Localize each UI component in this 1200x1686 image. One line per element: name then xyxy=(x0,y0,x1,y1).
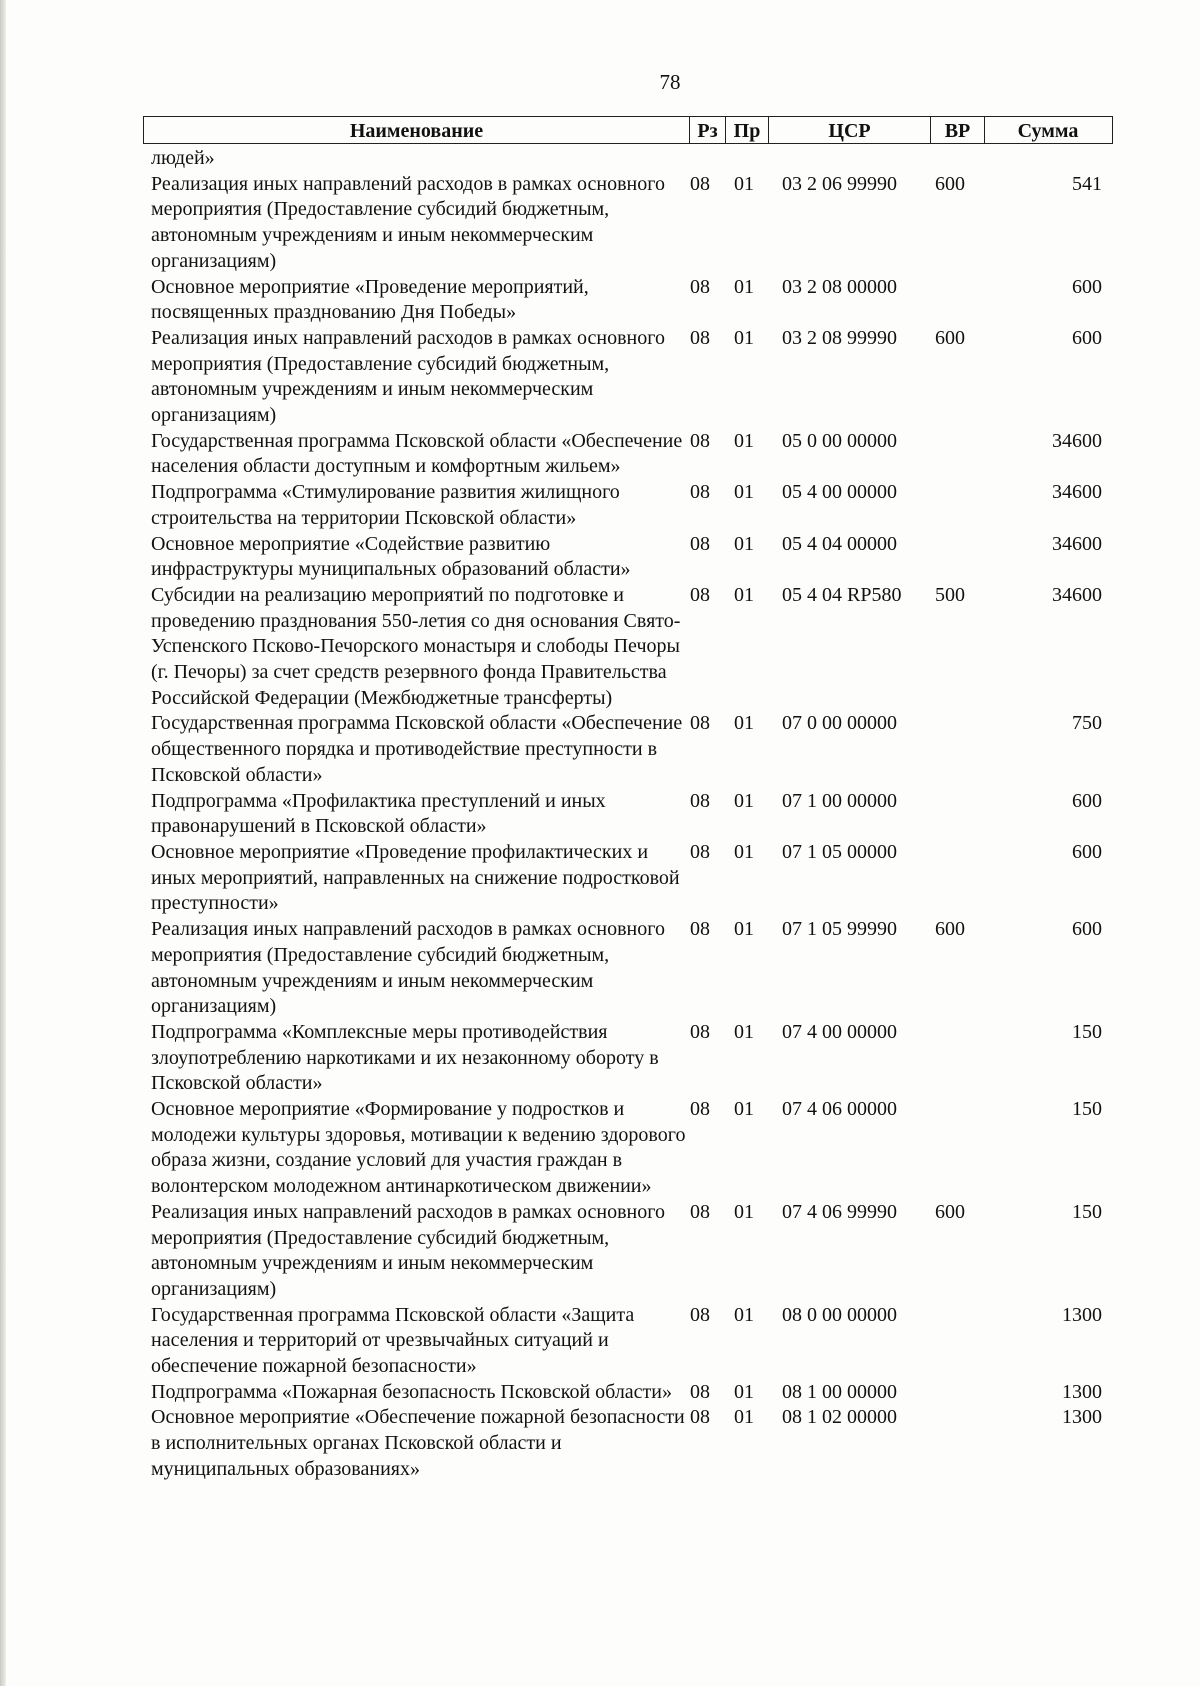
cell-sum: 600 xyxy=(1072,275,1102,298)
cell-csr: 05 4 04 00000 xyxy=(782,532,897,555)
cell-vr xyxy=(935,1380,991,1406)
table-row xyxy=(151,326,1111,429)
table-row xyxy=(151,532,1111,583)
cell-pr xyxy=(734,146,782,172)
cell-pr: 01 xyxy=(734,429,754,452)
cell-pr: 01 xyxy=(734,1303,754,1326)
table-body xyxy=(151,146,1111,1483)
cell-csr: 05 4 04 RP580 xyxy=(782,583,902,606)
cell-name: Государственная программа Псковской области «Защита населения и территорий от чрезвычайных ситуаций и обеспечение пожарной безопасности» xyxy=(151,1303,635,1378)
table-row xyxy=(151,172,1111,275)
cell-vr xyxy=(935,480,991,531)
table-row xyxy=(151,480,1111,531)
cell-pr: 01 xyxy=(734,583,754,606)
table-row xyxy=(151,1097,1111,1200)
cell-vr xyxy=(935,1405,991,1482)
cell-vr xyxy=(935,1303,991,1380)
cell-vr xyxy=(935,275,991,326)
cell-name: Основное мероприятие «Обеспечение пожарной безопасности в исполнительных органах Псковской области и муниципальных образованиях» xyxy=(151,1406,685,1480)
cell-name: Основное мероприятие «Содействие развитию инфраструктуры муниципальных образований области» xyxy=(151,532,631,581)
cell-rz xyxy=(688,146,734,172)
cell-csr: 08 1 02 00000 xyxy=(782,1406,897,1429)
header-vr: ВР xyxy=(930,117,984,143)
cell-vr: 600 xyxy=(935,326,965,349)
cell-name: Реализация иных направлений расходов в рамках основного мероприятия (Предоставление субсидий бюджетным, автономным учреждениям и иным некоммерческим организациям) xyxy=(151,326,665,427)
cell-sum: 750 xyxy=(1072,712,1102,735)
cell-rz: 08 xyxy=(690,1020,710,1043)
table-row xyxy=(151,1380,1111,1406)
cell-rz: 08 xyxy=(690,840,710,863)
cell-rz: 08 xyxy=(690,583,710,606)
table-row xyxy=(151,583,1111,712)
cell-pr: 01 xyxy=(734,326,754,349)
cell-csr: 07 1 05 00000 xyxy=(782,840,897,863)
cell-sum: 1300 xyxy=(1062,1406,1102,1429)
cell-sum: 600 xyxy=(1072,918,1102,941)
cell-sum xyxy=(991,146,1102,172)
table-row xyxy=(151,1405,1111,1482)
table-row xyxy=(151,146,1111,172)
cell-rz: 08 xyxy=(690,1098,710,1121)
cell-vr: 600 xyxy=(935,918,965,941)
cell-rz: 08 xyxy=(690,429,710,452)
cell-csr: 03 2 06 99990 xyxy=(782,172,897,195)
cell-vr xyxy=(935,1097,991,1200)
cell-name: Основное мероприятие «Проведение мероприятий, посвященных празднованию Дня Победы» xyxy=(151,275,589,324)
cell-rz: 08 xyxy=(690,1380,710,1403)
cell-vr xyxy=(935,1020,991,1097)
cell-name: Подпрограмма «Профилактика преступлений и иных правонарушений в Псковской области» xyxy=(151,789,606,838)
header-pr: Пр xyxy=(725,117,768,143)
cell-name: Основное мероприятие «Проведение профилактических и иных мероприятий, направленных на снижение подростковой преступности» xyxy=(151,840,680,915)
cell-rz: 08 xyxy=(690,789,710,812)
cell-vr xyxy=(935,146,991,172)
cell-vr xyxy=(935,532,991,583)
cell-sum: 150 xyxy=(1072,1200,1102,1223)
cell-name: Реализация иных направлений расходов в рамках основного мероприятия (Предоставление субсидий бюджетным, автономным учреждениям и иным некоммерческим организациям) xyxy=(151,172,665,272)
cell-sum: 34600 xyxy=(1052,429,1102,452)
cell-pr: 01 xyxy=(734,840,754,863)
table-header xyxy=(143,116,1113,144)
table-row xyxy=(151,917,1111,1020)
cell-vr xyxy=(935,840,991,917)
cell-csr: 07 4 06 99990 xyxy=(782,1200,897,1223)
cell-pr: 01 xyxy=(734,1406,754,1429)
cell-name: людей» xyxy=(151,147,215,169)
cell-sum: 34600 xyxy=(1052,481,1102,504)
scan-edge xyxy=(0,0,6,1686)
cell-name: Государственная программа Псковской области «Обеспечение общественного порядка и противодействие преступности в Псковской области» xyxy=(151,712,683,786)
cell-pr: 01 xyxy=(734,275,754,298)
cell-vr xyxy=(935,429,991,480)
cell-sum: 34600 xyxy=(1052,532,1102,555)
cell-csr: 08 1 00 00000 xyxy=(782,1380,897,1403)
cell-pr: 01 xyxy=(734,481,754,504)
cell-csr: 03 2 08 99990 xyxy=(782,326,897,349)
header-sum: Сумма xyxy=(984,117,1111,143)
cell-csr: 07 0 00 00000 xyxy=(782,712,897,735)
cell-csr: 05 4 00 00000 xyxy=(782,481,897,504)
cell-sum: 541 xyxy=(1072,172,1102,195)
cell-pr: 01 xyxy=(734,1200,754,1223)
cell-rz: 08 xyxy=(690,712,710,735)
cell-pr: 01 xyxy=(734,1098,754,1121)
header-rz: Рз xyxy=(689,117,725,143)
cell-csr xyxy=(782,146,935,172)
cell-rz: 08 xyxy=(690,1303,710,1326)
cell-rz: 08 xyxy=(690,918,710,941)
table-row xyxy=(151,840,1111,917)
cell-sum: 34600 xyxy=(1052,583,1102,606)
table-row xyxy=(151,1020,1111,1097)
cell-sum: 1300 xyxy=(1062,1303,1102,1326)
cell-rz: 08 xyxy=(690,1200,710,1223)
cell-name: Реализация иных направлений расходов в рамках основного мероприятия (Предоставление субсидий бюджетным, автономным учреждениям и иным некоммерческим организациям) xyxy=(151,918,665,1018)
cell-name: Государственная программа Псковской области «Обеспечение населения области доступным и комфортным жильем» xyxy=(151,429,683,478)
table-row xyxy=(151,1200,1111,1303)
table-row xyxy=(151,429,1111,480)
cell-rz: 08 xyxy=(690,532,710,555)
cell-rz: 08 xyxy=(690,1406,710,1429)
cell-rz: 08 xyxy=(690,326,710,349)
cell-pr: 01 xyxy=(734,1380,754,1403)
cell-rz: 08 xyxy=(690,275,710,298)
cell-name: Подпрограмма «Пожарная безопасность Псковской области» xyxy=(151,1380,672,1403)
cell-pr: 01 xyxy=(734,1020,754,1043)
cell-sum: 600 xyxy=(1072,789,1102,812)
cell-sum: 600 xyxy=(1072,326,1102,349)
cell-csr: 08 0 00 00000 xyxy=(782,1303,897,1326)
cell-vr: 600 xyxy=(935,172,965,195)
cell-csr: 05 0 00 00000 xyxy=(782,429,897,452)
table-row xyxy=(151,275,1111,326)
cell-sum: 150 xyxy=(1072,1020,1102,1043)
cell-pr: 01 xyxy=(734,789,754,812)
table-row xyxy=(151,711,1111,788)
cell-name: Реализация иных направлений расходов в рамках основного мероприятия (Предоставление субсидий бюджетным, автономным учреждениям и иным некоммерческим организациям) xyxy=(151,1200,665,1300)
cell-csr: 07 4 06 00000 xyxy=(782,1098,897,1121)
header-csr: ЦСР xyxy=(768,117,930,143)
cell-sum: 150 xyxy=(1072,1098,1102,1121)
cell-name: Субсидии на реализацию мероприятий по подготовке и проведению празднования 550-летия со дня основания Свято-Успенского Псково-Печорского монастыря и слободы Печоры (г. Печоры) за счет средств резервного фонда Правительства Российской Федерации (Межбюджетные трансферты) xyxy=(151,583,681,709)
cell-sum: 1300 xyxy=(1062,1380,1102,1403)
cell-csr: 07 4 00 00000 xyxy=(782,1020,897,1043)
header-name: Наименование xyxy=(349,120,484,142)
cell-pr: 01 xyxy=(734,532,754,555)
cell-rz: 08 xyxy=(690,481,710,504)
cell-csr: 07 1 00 00000 xyxy=(782,789,897,812)
cell-csr: 03 2 08 00000 xyxy=(782,275,897,298)
cell-name: Подпрограмма «Комплексные меры противодействия злоупотреблению наркотиками и их незаконному обороту в Псковской области» xyxy=(151,1020,659,1095)
table-row xyxy=(151,1303,1111,1380)
cell-pr: 01 xyxy=(734,918,754,941)
cell-pr: 01 xyxy=(734,712,754,735)
cell-rz: 08 xyxy=(690,172,710,195)
cell-csr: 07 1 05 99990 xyxy=(782,918,897,941)
cell-vr: 600 xyxy=(935,1200,965,1223)
cell-vr: 500 xyxy=(935,583,965,606)
cell-pr: 01 xyxy=(734,172,754,195)
cell-sum: 600 xyxy=(1072,840,1102,863)
cell-name: Подпрограмма «Стимулирование развития жилищного строительства на территории Псковской области» xyxy=(151,481,620,529)
cell-vr xyxy=(935,789,991,840)
cell-vr xyxy=(935,711,991,788)
cell-name: Основное мероприятие «Формирование у подростков и молодежи культуры здоровья, мотивации к ведению здорового образа жизни, создание условий для участия граждан в волонтерском молодежном антинаркотическом движении» xyxy=(151,1098,686,1198)
page-number: 78 xyxy=(659,70,681,94)
table-row xyxy=(151,789,1111,840)
